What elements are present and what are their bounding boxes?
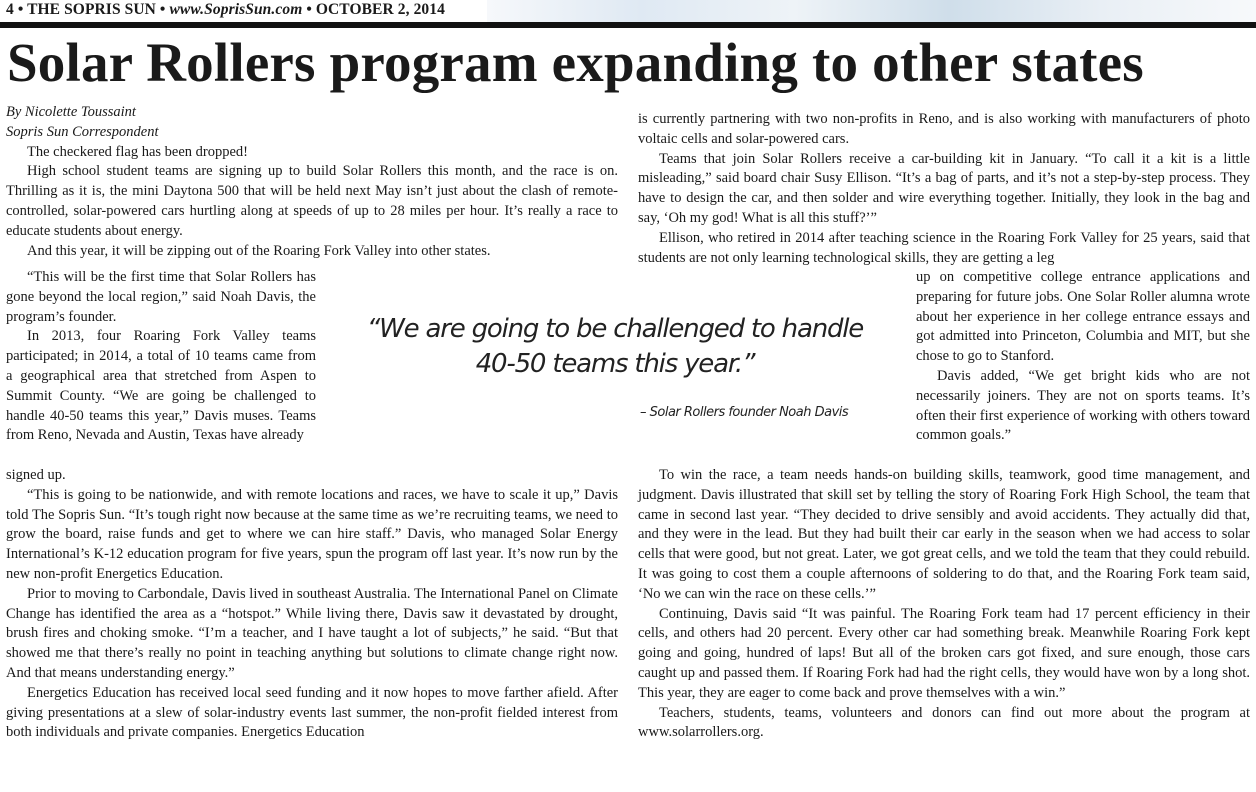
paragraph: Energetics Education has received local seed funding and it now hopes to move farther afield. After giving presentations at a slew of solar-industry events last summer, the non-profit fielded interest from both individuals and private companies. Energetics Education [6,684,618,741]
paragraph: Davis added, “We get bright kids who are not necessarily joiners. They are not on sports teams. It’s often their first experience of working with others toward common goals.” [916,367,1250,444]
byline-author: By Nicolette Toussaint [6,104,136,120]
paragraph: is currently partnering with two non-profits in Reno, and is also working with manufacturers of photo voltaic cells and solar-powered cars. [638,111,1250,147]
page-number: 4 [6,1,14,18]
paper-website: www.SoprisSun.com [169,1,303,18]
paragraph: Teams that join Solar Rollers receive a car-building kit in January. “To call it a kit is a little misleading,” said board chair Susy Ellison. “It’s a bag of parts, and it’s not a step-by-step process. They have to design the car, and then solder and wire everything together. Initially, they look in the bag and say, ‘Oh my god! What is all this stuff?’” [638,150,1250,226]
column-2-bottom [638,466,1250,743]
pull-quote-line-1: “We are going to be challenged to handle [366,314,864,344]
column-1-top [6,103,618,261]
masthead-strip [0,0,1256,22]
paragraph: Ellison, who retired in 2014 after teaching science in the Roaring Fork Valley for 25 years, said that students are not only learning technological skills, they are getting a leg [638,229,1250,266]
pull-quote-attribution: – Solar Rollers founder Noah Davis [640,405,849,420]
column-1-narrow [6,268,316,446]
paragraph: Teachers, students, teams, volunteers and donors can find out more about the program at www.solarrollers.org. [638,704,1250,741]
paragraph: “This will be the first time that Solar Rollers has gone beyond the local region,” said Noah Davis, the program’s founder. [6,269,316,325]
paragraph: High school student teams are signing up to build Solar Rollers this month, and the race is on. Thrilling as it is, the mini Daytona 500 that will be held next May isn’t just about the clash of remote-controlled, solar-powered cars hurtling along at speeds of up to 28 miles per hour. It’s really a race to educate students about energy. [6,163,618,239]
paragraph: To win the race, a team needs hands-on building skills, teamwork, good time management, and judgment. Davis illustrated that skill set by telling the story of Roaring Fork High School, the team that came in second last year. “They decided to drive sensibly and avoid accidents. They actually did that, and they were in the lead. But they had built their car early in the season when we had access to solar cells that were good, but not great. Later, we got great cells, and we told the team that they could rebuild. It was going to cost them a couple afternoons of soldering to do that, and the Roaring Fork team said, ‘No we can win the race on these cells.’” [638,467,1250,602]
paragraph: And this year, it will be zipping out of the Roaring Fork Valley into other states. [27,242,491,259]
column-2-top [638,110,1250,268]
byline-role: Sopris Sun Correspondent [6,123,159,140]
paragraph: signed up. [6,467,66,483]
column-1-bottom [6,466,618,743]
pull-quote [360,312,870,382]
paragraph: Prior to moving to Carbondale, Davis lived in southeast Australia. The International Panel on Climate Change has identified the area as a “hotspot.” While living there, Davis saw it devastated by drought, brush fires and choking smoke. “I’m a teacher, and I have taught a lot of subjects,” he said. “But that showed me that there’s really no point in teaching anything but solutions to climate change right now. And that means understanding energy.” [6,585,618,681]
pull-quote-line-2: 40-50 teams this year.” [475,349,755,379]
paragraph: Continuing, Davis said “It was painful. The Roaring Fork team had 17 percent efficiency in their cells, and others had 20 percent. Every other car had something break. Meanwhile Roaring Fork kept going and going, hundred of laps! But all of the broken cars got fixed, and sure enough, those cars caught up and passed them. If Roaring Fork had had the right cells, they would have won by a long shot. This year, they are eager to come back and prove themselves with a win.” [638,605,1250,701]
masthead-decoration [487,0,1256,22]
paragraph: In 2013, four Roaring Fork Valley teams participated; in 2014, a total of 10 teams came from a geographical area that stretched from Aspen to Summit County. “We are going be challenged to handle 40-50 teams this year,” Davis muses. Teams from Reno, Nevada and Austin, Texas have already [6,328,316,444]
issue-date: OCTOBER 2, 2014 [315,1,445,18]
folio-line: 4 • THE SOPRIS SUN • www.SoprisSun.com • OCTOBER 2, 2014 [6,1,445,18]
paragraph: “This is going to be nationwide, and with remote locations and races, we have to scale it up,” Davis told The Sopris Sun. “It’s tough right now because at the same time as we’re recruiting teams, we need to grow the board, raise funds and get to where we can hire staff.” Davis, who managed Solar Energy International’s K-12 education program for five years, spun the program off last year. It’s now run by the new non-profit Energetics Education. [6,486,618,582]
column-2-narrow [916,268,1250,446]
paragraph: The checkered flag has been dropped! [27,143,249,160]
headline: Solar Rollers program expanding to other states [7,32,1144,93]
paper-name: THE SOPRIS SUN [27,1,156,18]
paragraph: up on competitive college entrance applications and preparing for future jobs. One Solar Roller alumna wrote about her experience in her college entrance essays and got admitted into Princeton, Columbia and MIT, but she chose to go to Stanford. [916,269,1250,365]
